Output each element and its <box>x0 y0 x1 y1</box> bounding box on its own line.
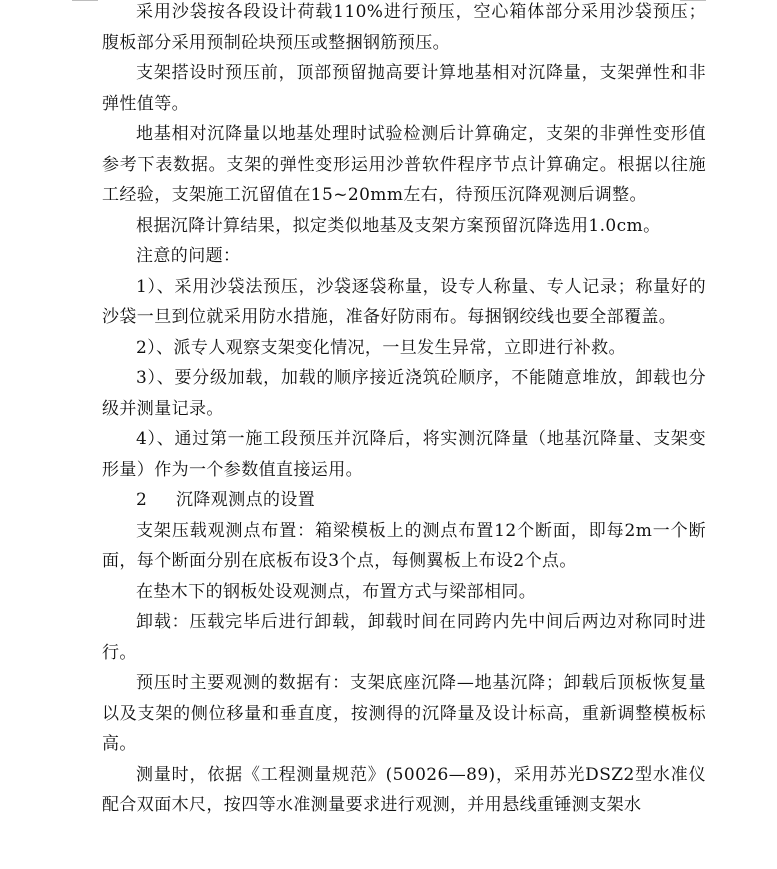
paragraph-observation-points: 支架压载观测点布置：箱梁模板上的测点布置12个断面，即每2m一个断面，每个断面分别在底板布设3个点，每侧翼板上布设2个点。 <box>102 520 706 571</box>
paragraph-notes-heading: 注意的问题： <box>136 246 241 266</box>
section-heading <box>102 485 706 516</box>
section-number: 2 <box>136 490 148 510</box>
document-page <box>102 0 706 821</box>
paragraph-observed-data: 预压时主要观测的数据有：支架底座沉降—地基沉降；卸载后顶板恢复量以及支架的侧位移量和垂直度，按测得的沉降量及设计标高，重新调整模板标高。 <box>102 673 706 754</box>
paragraph-steel-plate-points: 在垫木下的钢板处设观测点，布置方式与梁部相同。 <box>136 581 537 602</box>
paragraph-reserved-settlement: 根据沉降计算结果，拟定类似地基及支架方案预留沉降选用1.0cm。 <box>136 215 661 236</box>
paragraph-note-1: 1）、采用沙袋法预压，沙袋逐袋称量，设专人称量、专人记录；称量好的沙袋一旦到位就采用防水措施，准备好防雨布。每捆钢绞线也要全部覆盖。 <box>102 276 706 327</box>
paragraph-preload-method: 采用沙袋按各段设计荷载110%进行预压，空心箱体部分采用沙袋预压；腹板部分采用预制砼块预压或整捆钢筋预压。 <box>102 2 706 53</box>
paragraph-camber-calculation: 支架搭设时预压前，顶部预留抛高要计算地基相对沉降量，支架弹性和非弹性值等。 <box>102 63 706 114</box>
paragraph-measurement: 测量时，依据《工程测量规范》(50026—89)，采用苏光DSZ2型水准仪配合双面木尺，按四等水准测量要求进行观测，并用悬线重锤测支架水 <box>102 764 706 815</box>
paragraph-note-3: 3）、要分级加载，加载的顺序接近浇筑砼顺序，不能随意堆放，卸载也分级并测量记录。 <box>102 368 706 419</box>
header-rule-left <box>72 0 98 1</box>
section-title: 沉降观测点的设置 <box>176 490 316 510</box>
paragraph-note-4: 4）、通过第一施工段预压并沉降后，将实测沉降量（地基沉降量、支架变形量）作为一个参数值直接运用。 <box>102 429 706 480</box>
paragraph-note-2: 2）、派专人观察支架变化情况，一旦发生异常，立即进行补救。 <box>136 337 626 358</box>
paragraph-unloading: 卸载：压载完毕后进行卸载，卸载时间在同跨内先中间后两边对称同时进行。 <box>102 612 706 663</box>
paragraph-settlement-determination: 地基相对沉降量以地基处理时试验检测后计算确定，支架的非弹性变形值参考下表数据。支架的弹性变形运用沙普软件程序节点计算确定。根据以往施工经验，支架施工沉留值在15~20mm左右，待预压沉降观测后调整。 <box>102 124 706 205</box>
